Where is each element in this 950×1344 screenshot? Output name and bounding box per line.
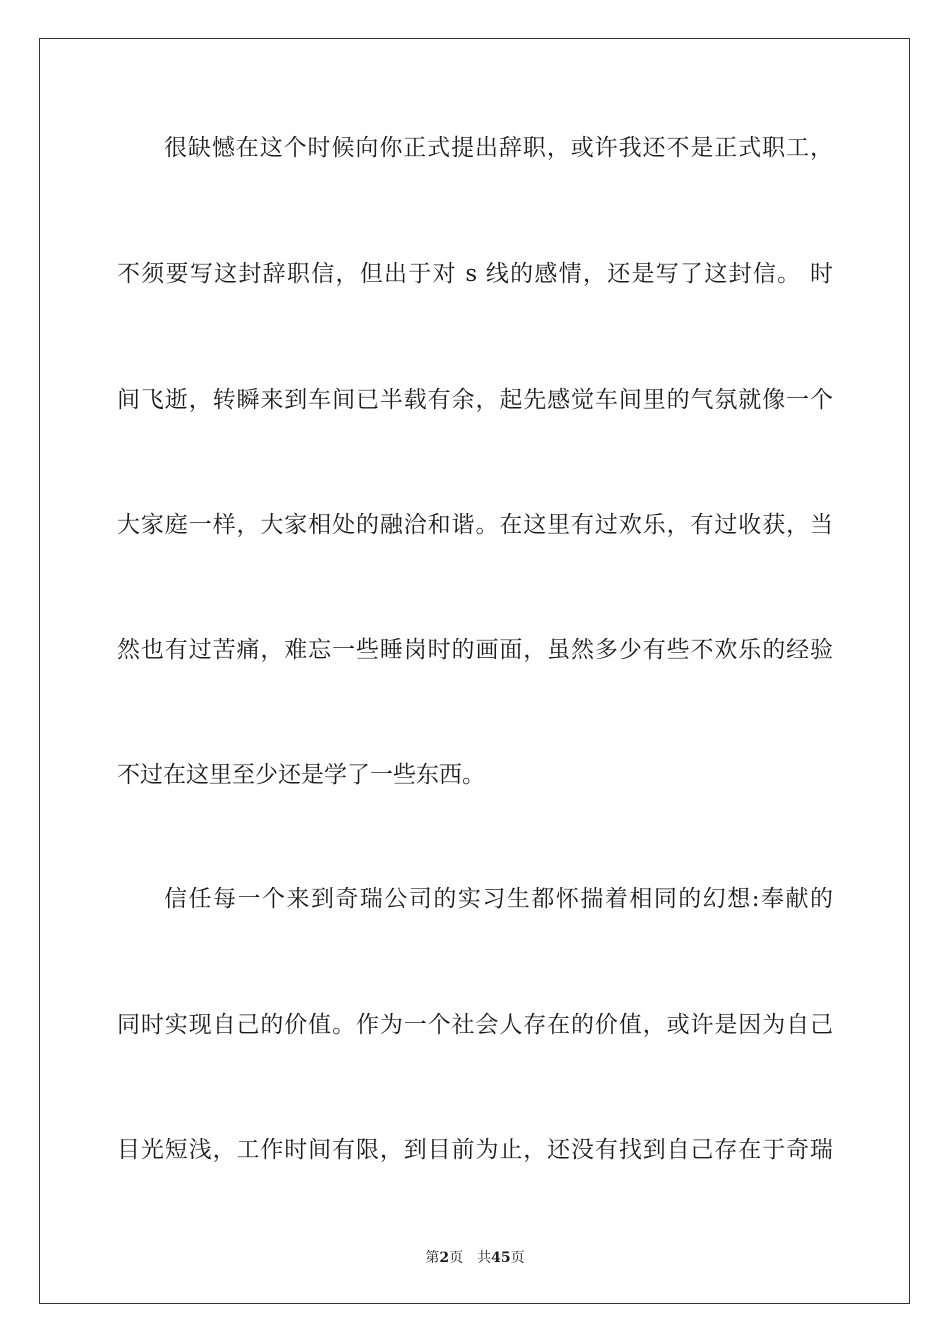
page-footer [0,1247,950,1267]
paragraph-line-1: 很缺憾在这个时候向你正式提出辞职，或许我还不是正式职工， [164,135,833,161]
paragraph-line-9: 目光短浅，工作时间有限，到目前为止，还没有找到自己存在于奇瑞 [117,1137,833,1163]
paragraph-line-8: 同时实现自己的价值。作为一个社会人存在的价值，或许是因为自己 [117,1012,833,1038]
paragraph-line-6: 不过在这里至少还是学了一些东西。 [117,762,485,788]
paragraph-line-4: 大家庭一样，大家相处的融洽和谐。在这里有过欢乐，有过收获，当 [117,512,833,538]
page-suffix: 页 [449,1250,464,1266]
page-prefix: 第 [425,1250,440,1266]
total-prefix: 共 [477,1250,492,1266]
page-number: 2 [439,1250,450,1266]
paragraph-line-2: 不须要写这封辞职信，但出于对 s 线的感情，还是写了这封信。 时 [117,261,833,287]
total-pages: 45 [491,1250,511,1266]
page-border [39,38,910,1304]
total-suffix: 页 [510,1250,525,1266]
paragraph-line-5: 然也有过苦痛，难忘一些睡岗时的画面，虽然多少有些不欢乐的经验 [117,637,833,663]
paragraph-line-7: 信任每一个来到奇瑞公司的实习生都怀揣着相同的幻想:奉献的 [164,886,833,912]
paragraph-line-3: 间飞逝，转瞬来到车间已半载有余，起先感觉车间里的气氛就像一个 [117,387,833,413]
